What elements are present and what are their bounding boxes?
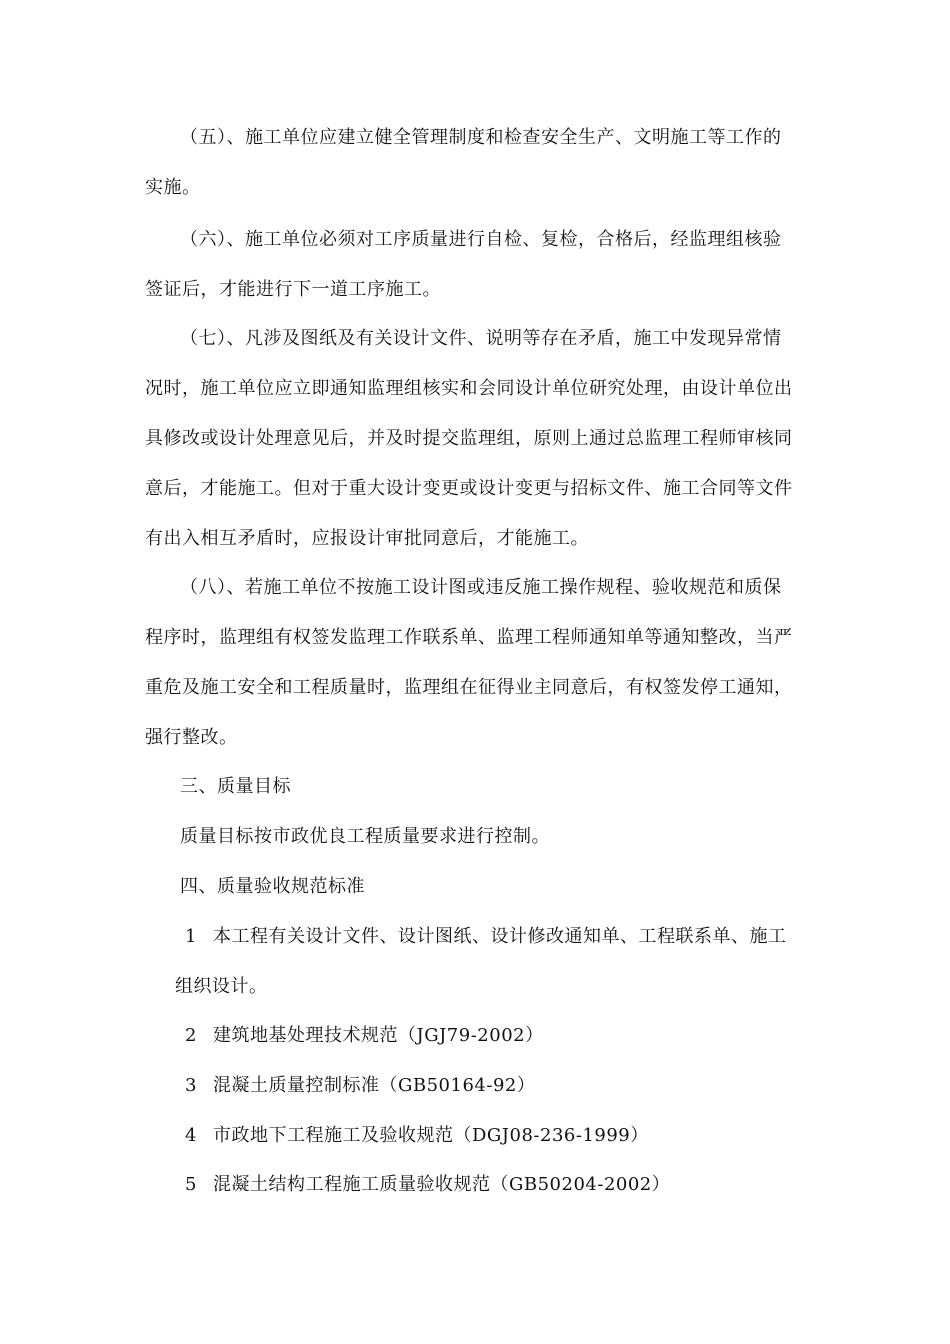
paragraph-7-line-2: 况时，施工单位应立即通知监理组核实和会同设计单位研究处理，由设计单位出 [145, 378, 793, 399]
list-item-number: 5 [185, 1174, 197, 1195]
paragraph-5-line-2: 实施。 [145, 177, 201, 198]
list-item-text: 市政地下工程施工及验收规范（DGJ08-236-1999） [213, 1125, 649, 1146]
paragraph-8-line-3: 重危及施工安全和工程质量时，监理组在征得业主同意后，有权签发停工通知， [145, 677, 793, 698]
list-item-1 [175, 925, 787, 949]
list-item-text: 本工程有关设计文件、设计图纸、设计修改通知单、工程联系单、施工 [213, 926, 787, 947]
paragraph-8-line-1: （八）、若施工单位不按施工设计图或违反施工操作规程、验收规范和质保 [180, 577, 782, 598]
list-item-3 [175, 1074, 535, 1098]
paragraph-5-line-1: （五）、施工单位应建立健全管理制度和检查安全生产、文明施工等工作的 [180, 127, 782, 148]
section-3-body: 质量目标按市政优良工程质量要求进行控制。 [180, 826, 550, 847]
list-item-4 [175, 1124, 649, 1148]
list-item-number: 4 [185, 1125, 197, 1146]
list-item-number: 1 [185, 926, 197, 947]
paragraph-7-line-5: 有出入相互矛盾时，应报设计审批同意后，才能施工。 [145, 528, 589, 549]
section-3-heading: 三、质量目标 [180, 776, 291, 797]
paragraph-8-line-4: 强行整改。 [145, 727, 238, 748]
list-item-text: 混凝土结构工程施工质量验收规范（GB50204-2002） [213, 1174, 671, 1195]
paragraph-7-line-3: 具修改或设计处理意见后，并及时提交监理组，原则上通过总监理工程师审核同 [145, 428, 793, 449]
paragraph-6-line-2: 签证后，才能进行下一道工序施工。 [145, 279, 441, 300]
paragraph-6-line-1: （六）、施工单位必须对工序质量进行自检、复检，合格后，经监理组核验 [180, 229, 782, 250]
paragraph-7-line-1: （七）、凡涉及图纸及有关设计文件、说明等存在矛盾，施工中发现异常情 [180, 328, 782, 349]
list-item-text: 建筑地基处理技术规范（JGJ79-2002） [213, 1025, 544, 1046]
list-item-2 [175, 1024, 544, 1048]
list-item-number: 2 [185, 1025, 197, 1046]
list-item-5 [175, 1173, 670, 1197]
section-4-heading: 四、质量验收规范标准 [180, 876, 365, 897]
paragraph-7-line-4: 意后，才能施工。但对于重大设计变更或设计变更与招标文件、施工合同等文件 [145, 478, 793, 499]
paragraph-8-line-2: 程序时，监理组有权签发监理工作联系单、监理工程师通知单等通知整改，当严 [145, 627, 793, 648]
list-item-text: 混凝土质量控制标准（GB50164-92） [213, 1075, 536, 1096]
list-item-number: 3 [185, 1075, 197, 1096]
list-item-1-continuation: 组织设计。 [175, 976, 268, 997]
